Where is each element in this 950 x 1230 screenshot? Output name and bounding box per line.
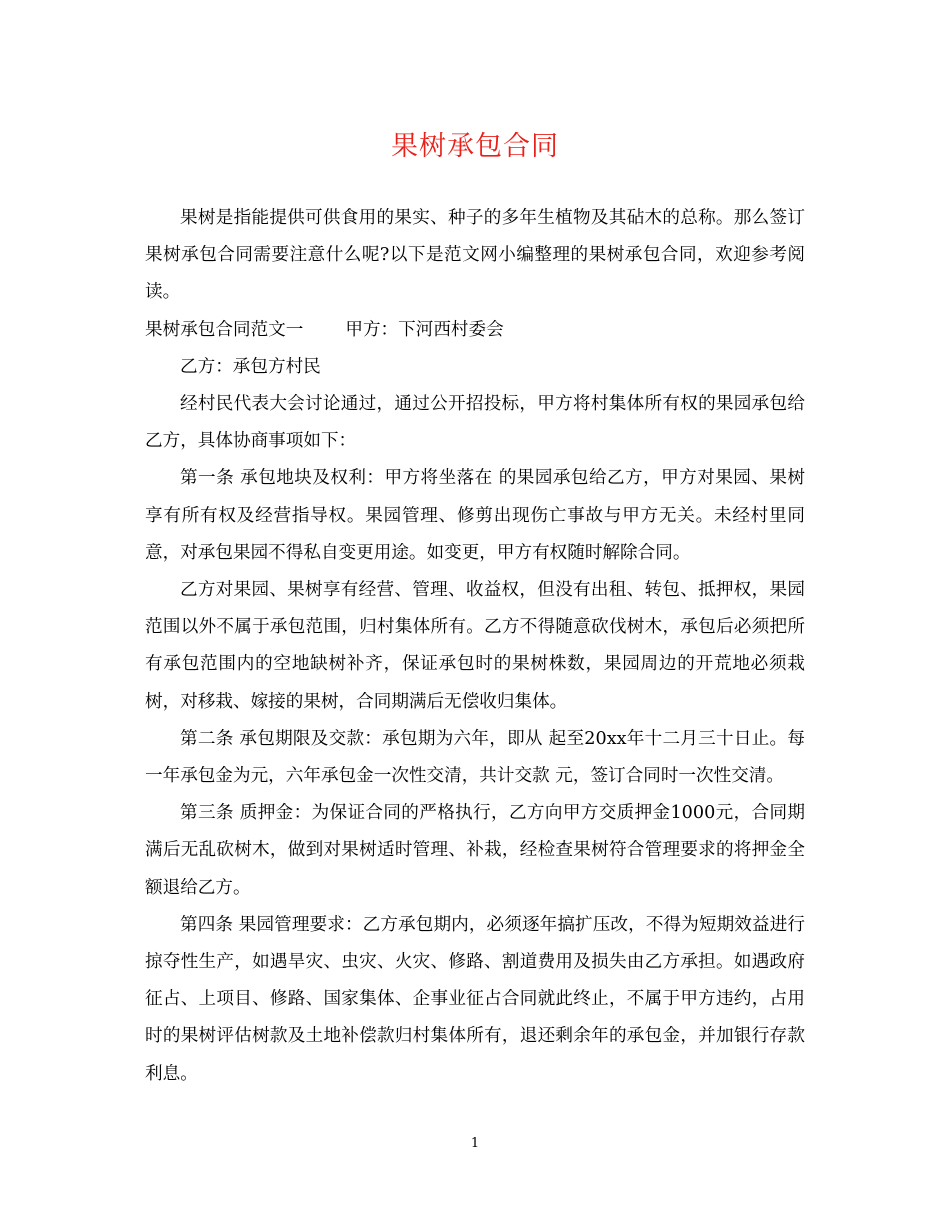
article-2-paragraph: 第二条 承包期限及交款：承包期为六年，即从 起至20xx年十二月三十日止。每一年承包金为元，六年承包金一次性交清，共计交款 元，签订合同时一次性交清。 — [145, 728, 805, 787]
party-a: 甲方：下河西村委会 — [345, 319, 504, 340]
document-body — [145, 200, 805, 1093]
article-4-paragraph: 第四条 果园管理要求：乙方承包期内，必须逐年搞扩压改，不得为短期效益进行掠夺性生产，如遇旱灾、虫灾、火灾、修路、割道费用及损失由乙方承担。如遇政府征占、上项目、修路、国家集体、企事业征占合同就此终止，不属于甲方违约，占用时的果树评估树款及土地补偿款归村集体所有，退还剩余年的承包金，并加银行存款利息。 — [145, 914, 805, 1084]
preamble-paragraph: 经村民代表大会讨论通过，通过公开招投标，甲方将村集体所有权的果园承包给乙方，具体协商事项如下： — [145, 394, 805, 452]
intro-paragraph: 果树是指能提供可供食用的果实、种子的多年生植物及其砧木的总称。那么签订果树承包合同需要注意什么呢?以下是范文网小编整理的果树承包合同，欢迎参考阅读。 — [145, 208, 805, 303]
article-1-continued-paragraph: 乙方对果园、果树享有经营、管理、收益权，但没有出租、转包、抵押权，果园范围以外不属于承包范围，归村集体所有。乙方不得随意砍伐树木，承包后必须把所有承包范围内的空地缺树补齐，保证承包时的果树株数，果园周边的开荒地必须栽树，对移栽、嫁接的果树，合同期满后无偿收归集体。 — [145, 580, 805, 712]
document-title: 果树承包合同 — [391, 131, 559, 162]
party-b: 乙方：承包方村民 — [180, 356, 321, 377]
article-1-paragraph: 第一条 承包地块及权利：甲方将坐落在 的果园承包给乙方，甲方对果园、果树享有所有权及经营指导权。果园管理、修剪出现伤亡事故与甲方无关。未经村里同意，对承包果园不得私自变更用途。如变更，甲方有权随时解除合同。 — [145, 468, 805, 563]
article-3-paragraph: 第三条 质押金：为保证合同的严格执行，乙方向甲方交质押金1000元，合同期满后无乱砍树木，做到对果树适时管理、补栽，经检查果树符合管理要求的将押金全额退给乙方。 — [145, 803, 805, 898]
sample-heading-line — [145, 312, 805, 349]
page-number: 1 — [470, 1136, 480, 1151]
sample-heading: 果树承包合同范文一 — [145, 319, 304, 340]
